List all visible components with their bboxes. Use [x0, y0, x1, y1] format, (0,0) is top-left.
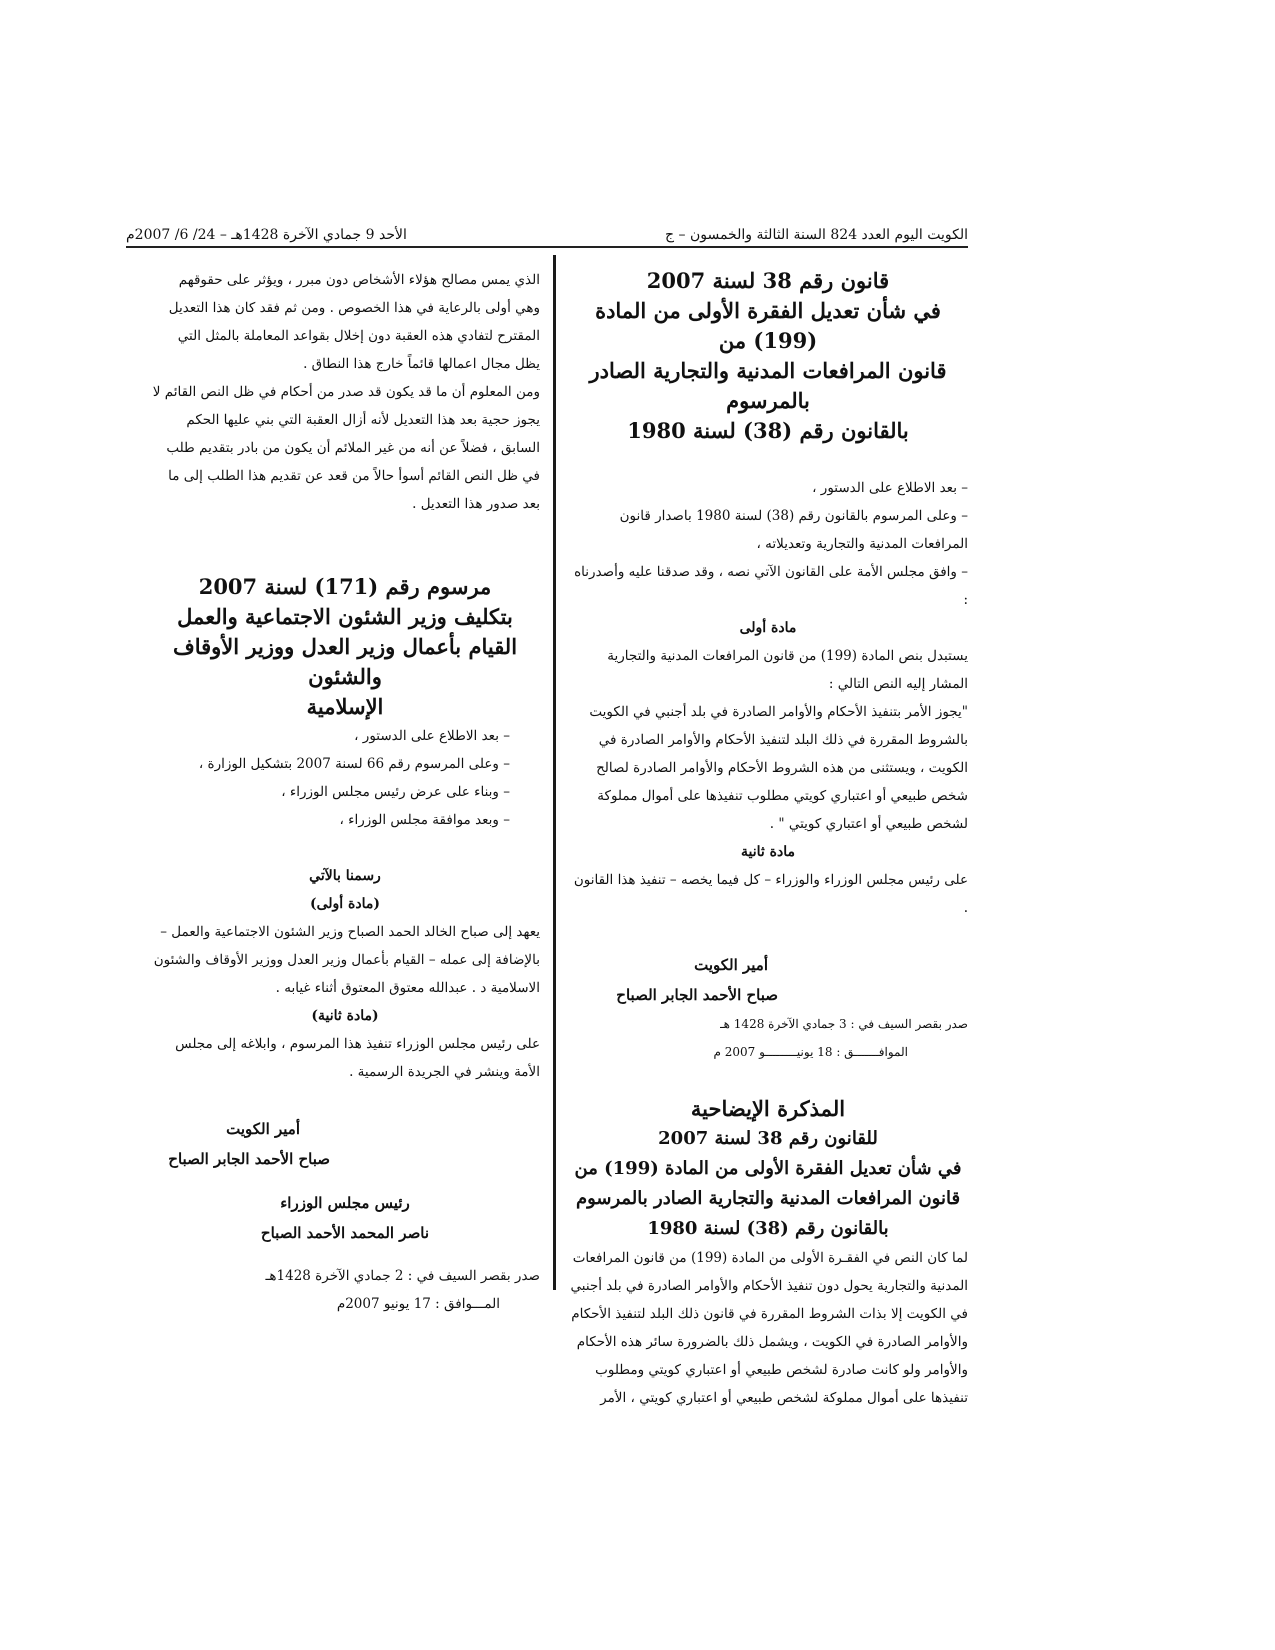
amir-title: أمير الكويت — [226, 1120, 300, 1138]
article-heading: (مادة ثانية) — [311, 1008, 379, 1024]
law-title-line: بالقانون رقم (38) لسنة 1980 — [627, 418, 909, 443]
decreed-heading: رسمنا بالآتي — [309, 868, 381, 884]
decree-title-line: القيام بأعمال وزير العدل ووزير الأوقاف والشئون — [172, 634, 518, 689]
article-paragraph: على رئيس مجلس الوزراء والوزراء – كل فيما يخصه – تنفيذ هذا القانون . — [573, 872, 968, 916]
decree-preamble-line: – وبناء على عرض رئيس مجلس الوزراء ، — [281, 784, 510, 800]
law-title-line: قانون رقم 38 لسنة 2007 — [646, 268, 890, 293]
decree-preamble-line: – وبعد موافقة مجلس الوزراء ، — [339, 812, 510, 828]
memo-paragraph: لما كان النص في الفقـرة الأولى من المادة (199) من قانون المرافعات المدنية والتجارية يحول دون تنفيذ الأحكام والأوامر الصادرة في بلد أجنبي في الكويت إلا بذات الشروط المقررة في قانون ذلك البلد لتنفيذ الأحكام والأوامر الصادرة في الكويت ، ويشمل ذلك بالضرورة سائر هذه الأحكام والأوامر ولو كانت صادرة لشخص طبيعي أو اعتباري كويتي ومطلوب تنفيذها على أموال مملوكة لشخص طبيعي أو اعتباري كويتي ، الأمر — [570, 1250, 968, 1406]
law-title-line: قانون المرافعات المدنية والتجارية الصادر بالمرسوم — [589, 358, 947, 413]
header-date: الأحد 9 جمادي الآخرة 1428هـ – 24/ 6/ 2007م — [126, 227, 407, 243]
article-heading: مادة أولى — [739, 620, 797, 636]
decree-title-line: الإسلامية — [306, 694, 384, 719]
amir-name: صباح الأحمد الجابر الصباح — [168, 1150, 330, 1168]
decree-preamble-line: – بعد الاطلاع على الدستور ، — [354, 728, 510, 744]
corresponding-line: الموافـــــــق : 18 يونيـــــــــو 2007 م — [713, 1045, 908, 1059]
preamble-line: – بعد الاطلاع على الدستور ، — [812, 480, 968, 496]
preamble-line: – وافق مجلس الأمة على القانون الآتي نصه ، وقد صدقنا عليه وأصدرناه : — [574, 564, 968, 608]
memo-title-line: قانون المرافعات المدنية والتجارية الصادر بالمرسوم — [575, 1188, 961, 1209]
article-paragraph: "يجوز الأمر بتنفيذ الأحكام والأوامر الصادرة في بلد أجنبي في الكويت بالشروط المقررة في ذلك البلد لتنفيذ الأحكام والأوامر الصادرة في الكويت ، ويستثنى من هذه الشروط الأحكام والأوامر الصادرة لصالح شخص طبيعي أو اعتباري كويتي مطلوب تنفيذها على أموال مملوكة لشخص طبيعي أو اعتباري كويتي " . — [589, 704, 968, 832]
preamble-line: – وعلى المرسوم بالقانون رقم (38) لسنة 1980 باصدار قانون المرافعات المدنية والتجارية وتعديلاته ، — [619, 508, 968, 552]
memo-title-line: المذكرة الإيضاحية — [690, 1096, 846, 1121]
decree-preamble-line: – وعلى المرسوم رقم 66 لسنة 2007 بتشكيل الوزارة ، — [198, 756, 510, 772]
article-paragraph: يعهد إلى صباح الخالد الحمد الصباح وزير الشئون الاجتماعية والعمل – بالإضافة إلى عمله – القيام بأعمال وزير العدل ووزير الأوقاف والشئون الاسلامية د . عبدالله معتوق المعتوق أثناء غيابه . — [153, 924, 540, 996]
issued-line: صدر بقصر السيف في : 3 جمادي الآخرة 1428 هـ — [720, 1017, 968, 1031]
continuation-paragraph: ومن المعلوم أن ما قد يكون قد صدر من أحكام في ظل النص القائم لا يجوز حجية بعد هذا التعديل لأنه أزال العقبة التي بني عليها الحكم السابق ، فضلاً عن أنه من غير الملائم أن يكون من بادر بتقديم طلب في ظل النص القائم أسوأ حالاً من قعد عن تقديم هذا الطلب إلى ما بعد صدور هذا التعديل . — [152, 384, 540, 512]
pm-name: ناصر المحمد الأحمد الصباح — [260, 1224, 430, 1242]
right-column — [568, 266, 968, 1412]
article-heading: (مادة أولى) — [309, 896, 381, 912]
corresponding-line: المـــوافق : 17 يونيو 2007م — [336, 1296, 500, 1312]
article-heading: مادة ثانية — [741, 844, 795, 860]
continuation-paragraph: الذي يمس مصالح هؤلاء الأشخاص دون مبرر ، ويؤثر على حقوقهم وهي أولى بالرعاية في هذا الخصوص . ومن ثم فقد كان هذا التعديل المقترح لتفادي هذه العقبة دون إخلال بقواعد المعاملة بالمثل التي يظل مجال اعمالها قائماً خارج هذا النطاق . — [168, 272, 540, 372]
article-paragraph: على رئيس مجلس الوزراء تنفيذ هذا المرسوم ، وابلاغه إلى مجلس الأمة وينشر في الجريدة الرسمية . — [175, 1036, 540, 1080]
decree-title-line: بتكليف وزير الشئون الاجتماعية والعمل — [177, 604, 513, 629]
amir-name: صباح الأحمد الجابر الصباح — [616, 986, 778, 1004]
memo-title-line: للقانون رقم 38 لسنة 2007 — [658, 1128, 878, 1149]
law-title-line: في شأن تعديل الفقرة الأولى من المادة (199) من — [595, 298, 941, 353]
article-paragraph: يستبدل بنص المادة (199) من قانون المرافعات المدنية والتجارية المشار إليه النص التالي : — [607, 648, 968, 692]
page-header — [126, 224, 968, 248]
issued-line: صدر بقصر السيف في : 2 جمادي الآخرة 1428هـ — [265, 1268, 540, 1284]
pm-title: رئيس مجلس الوزراء — [280, 1194, 410, 1212]
memo-title-line: في شأن تعديل الفقرة الأولى من المادة (199) من — [574, 1158, 962, 1179]
left-column — [150, 266, 540, 1318]
column-divider — [553, 255, 556, 1290]
memo-title-line: بالقانون رقم (38) لسنة 1980 — [647, 1218, 889, 1239]
decree-title-line: مرسوم رقم (171) لسنة 2007 — [198, 574, 492, 599]
header-issue-info: الكويت اليوم العدد 824 السنة الثالثة والخمسون – ج — [665, 227, 968, 243]
amir-title: أمير الكويت — [694, 956, 768, 974]
